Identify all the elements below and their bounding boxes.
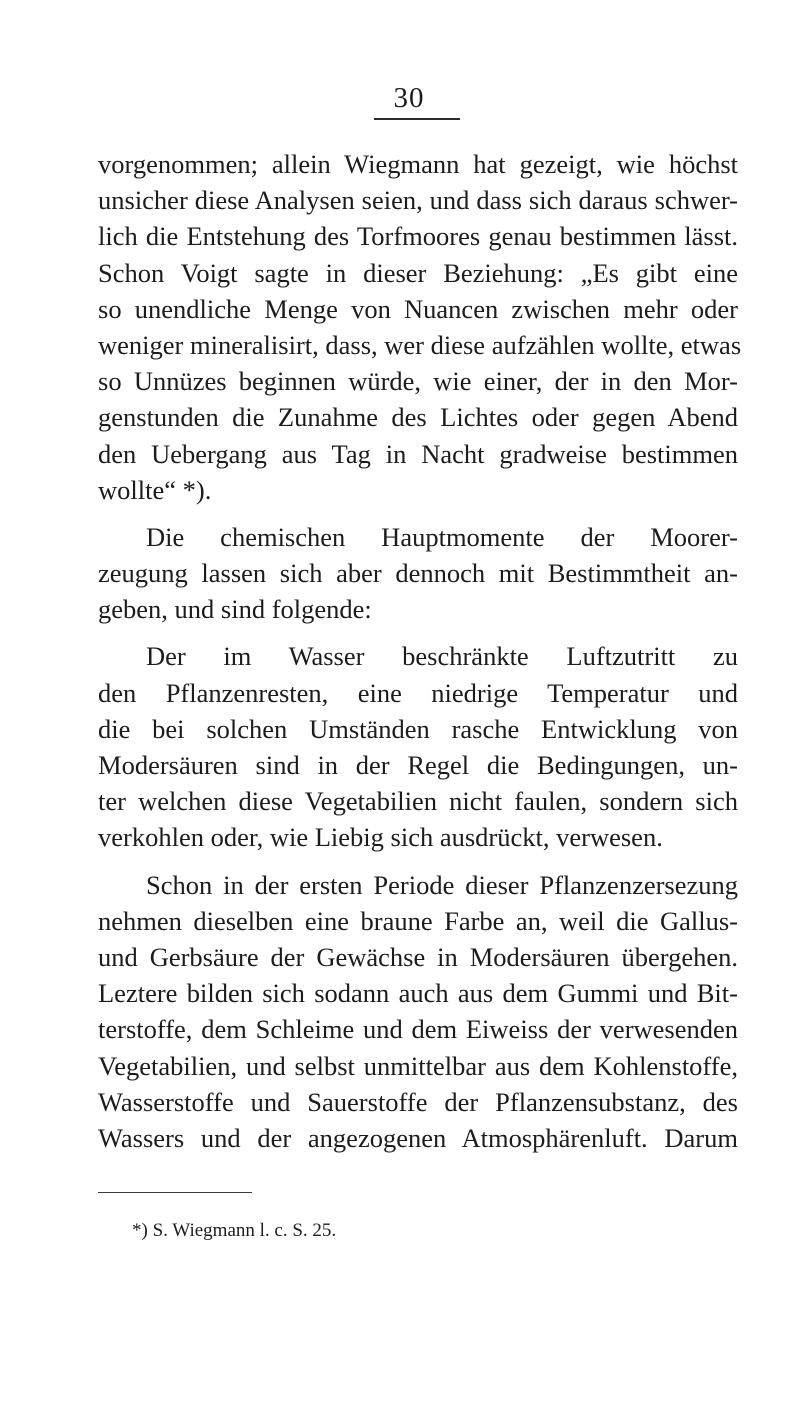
paragraph <box>98 519 738 628</box>
footnote-rule <box>98 1192 252 1193</box>
text-line: verkohlen oder, wie Liebig sich ausdrückt, verwesen. <box>98 822 663 853</box>
text-line: Schon in der ersten Periode dieser Pflanzenzersezung <box>146 869 738 900</box>
page-number-rule <box>374 118 460 120</box>
paragraph <box>98 146 742 508</box>
text-line: unsicher diese Analysen seien, und dass sich daraus schwer- <box>98 185 738 216</box>
text-line: nehmen dieselben eine braune Farbe an, weil die Gallus- <box>98 905 738 936</box>
text-line: lich die Entstehung des Torfmoores genau bestimmen lässt. <box>98 221 738 252</box>
text-line: Schon Voigt sagte in dieser Beziehung: „Es gibt eine <box>98 257 738 288</box>
text-line: genstunden die Zunahme des Lichtes oder gegen Abend <box>98 402 738 433</box>
text-line: so Unnüzes beginnen würde, wie einer, der in den Mor- <box>98 366 738 397</box>
text-line: zeugung lassen sich aber dennoch mit Bestimmtheit an- <box>98 558 738 589</box>
text-line: Wassers und der angezogenen Atmosphärenluft. Darum <box>98 1122 738 1153</box>
text-line: den Pflanzenresten, eine niedrige Temperatur und <box>98 677 738 708</box>
text-line: weniger mineralisirt, dass, wer diese aufzählen wollte, etwas <box>98 329 742 360</box>
page-number: 30 <box>393 82 425 114</box>
paragraph <box>98 867 738 1157</box>
text-line: Modersäuren sind in der Regel die Bedingungen, un- <box>98 750 738 780</box>
footnote: *) S. Wiegmann l. c. S. 25. <box>132 1220 337 1241</box>
paragraph <box>98 638 738 855</box>
text-line: so unendliche Menge von Nuancen zwischen mehr oder <box>98 293 738 324</box>
text-line: Der im Wasser beschränkte Luftzutritt zu <box>146 641 738 672</box>
text-line: geben, und sind folgende: <box>98 594 372 625</box>
text-line: den Uebergang aus Tag in Nacht gradweise bestimmen <box>98 438 738 469</box>
text-line: und Gerbsäure der Gewächse in Modersäuren übergehen. <box>98 941 738 972</box>
text-line: Wasserstoffe und Sauerstoffe der Pflanzensubstanz, des <box>98 1086 738 1117</box>
text-line: wollte“ *). <box>98 474 212 505</box>
text-line: Vegetabilien, und selbst unmittelbar aus dem Kohlenstoffe, <box>98 1050 738 1081</box>
body-text <box>98 146 742 1156</box>
text-line: vorgenommen; allein Wiegmann hat gezeigt, wie höchst <box>98 149 738 179</box>
text-line: die bei solchen Umständen rasche Entwicklung von <box>98 713 738 744</box>
text-line: ter welchen diese Vegetabilien nicht faulen, sondern sich <box>98 786 738 817</box>
text-line: terstoffe, dem Schleime und dem Eiweiss der verwesenden <box>98 1014 738 1045</box>
text-line: Die chemischen Hauptmomente der Moorer- <box>146 521 738 552</box>
text-line: Leztere bilden sich sodann auch aus dem Gummi und Bit- <box>98 978 738 1009</box>
